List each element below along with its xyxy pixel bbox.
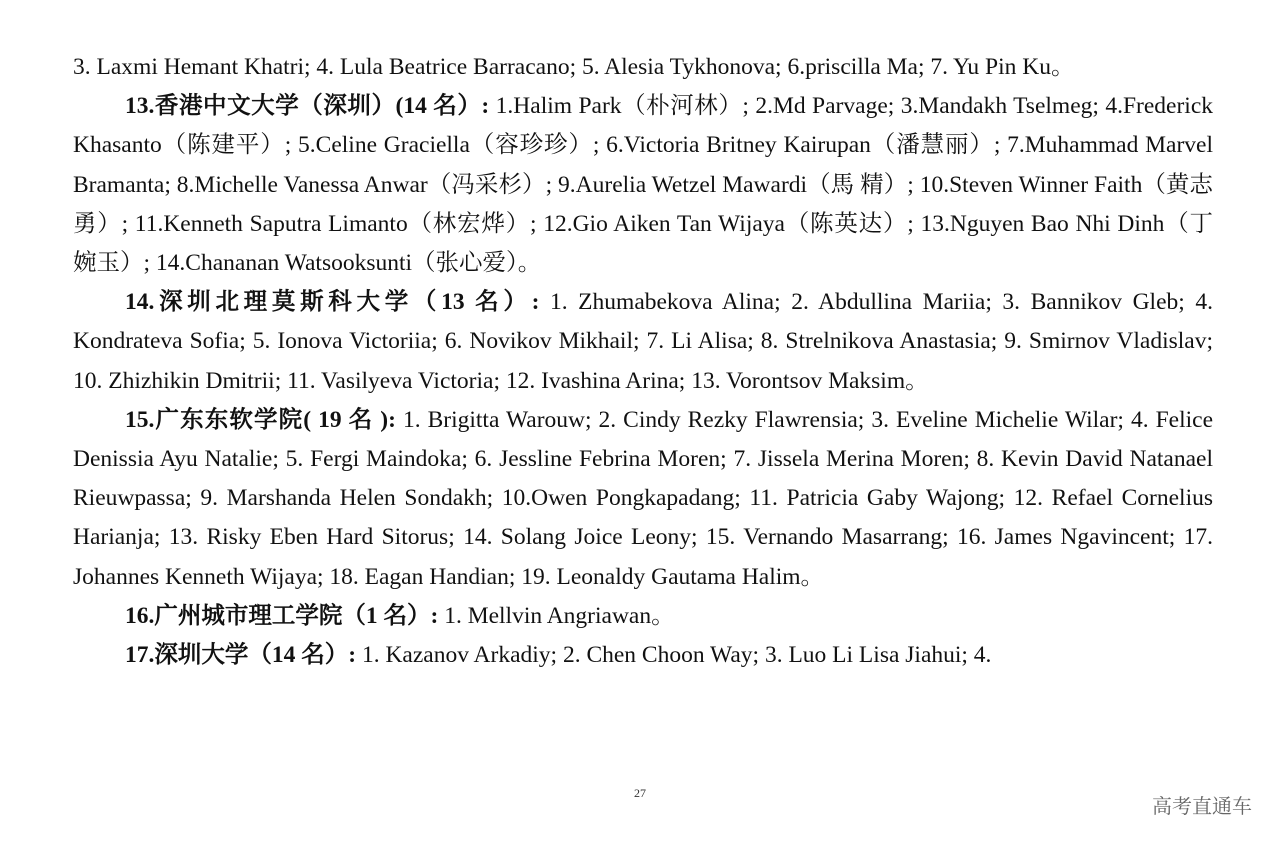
university-heading: 14.深圳北理莫斯科大学（13 名）: [125,289,540,316]
paragraph-cuhk-shenzhen [73,87,1213,283]
university-heading: 16.广州城市理工学院（1 名）: [125,602,439,629]
paragraph-continuation [73,48,1213,87]
paragraph-text: 1.Halim Park（朴河林）; 2.Md Parvage; 3.Mandakh Tselmeg; 4.Frederick Khasanto（陈建平）; 5.Celine Graciella（容珍珍）; 6.Victoria Britney Kairupan（潘慧丽）; 7.Muhammad Marvel Bramanta; 8.Michelle Vanessa Anwar（冯采杉）; 9.Aurelia Wetzel Mawardi（馬 精）; 10.Steven Winner Faith（黄志勇）; 11.Kenneth Saputra Limanto（林宏烨）; 12.Gio Aiken Tan Wijaya（陈英达）; 13.Nguyen Bao Nhi Dinh（丁婉玉）; 14.Chananan Watsooksunti（张心爱）。 [73,93,1214,277]
paragraph-text: 3. Laxmi Hemant Khatri; 4. Lula Beatrice Barracano; 5. Alesia Tykhonova; 6.priscilla Ma; 7. Yu Pin Ku。 [73,54,1075,80]
paragraph-text: 1. Zhumabekova Alina; 2. Abdullina Mariia; 3. Bannikov Gleb; 4. Kondrateva Sofia; 5. Ionova Victoriia; 6. Novikov Mikhail; 7. Li Alisa; 8. Strelnikova Anastasia; 9. Smirnov Vladislav; 10. Zhizhikin Dmitrii; 11. Vasilyeva Victoria; 12. Ivashina Arina; 13. Vorontsov Maksim。 [73,289,1213,394]
page-number: 27 [634,786,646,800]
paragraph-text: 1. Brigitta Warouw; 2. Cindy Rezky Flawrensia; 3. Eveline Michelie Wilar; 4. Felice Denissia Ayu Natalie; 5. Fergi Maindoka; 6. Jessline Febrina Moren; 7. Jissela Merina Moren; 8. Kevin David Natanael Rieuwpassa; 9. Marshanda Helen Sondakh; 10.Owen Pongkapadang; 11. Patricia Gaby Wajong; 12. Refael Cornelius Harianja; 13. Risky Eben Hard Sitorus; 14. Solang Joice Leony; 15. Vernando Masarrang; 16. James Ngavincent; 17. Johannes Kenneth Wijaya; 18. Eagan Handian; 19. Leonaldy Gautama Halim。 [73,406,1213,590]
university-heading: 13.香港中文大学（深圳）(14 名）: [125,93,490,120]
paragraph-smbu [73,283,1213,401]
university-heading: 15.广东东软学院( 19 名 ): [125,406,396,433]
paragraph-neusoft [73,401,1213,597]
paragraph-text: 1. Kazanov Arkadiy; 2. Chen Choon Way; 3. Luo Li Lisa Jiahui; 4. [356,642,992,669]
watermark: 高考直通车 [1152,794,1252,818]
document-body [73,48,1213,675]
university-heading: 17.深圳大学（14 名）: [125,642,357,669]
paragraph-gcu [73,597,1213,636]
paragraph-szu [73,636,1213,675]
paragraph-text: 1. Mellvin Angriawan。 [438,602,675,629]
